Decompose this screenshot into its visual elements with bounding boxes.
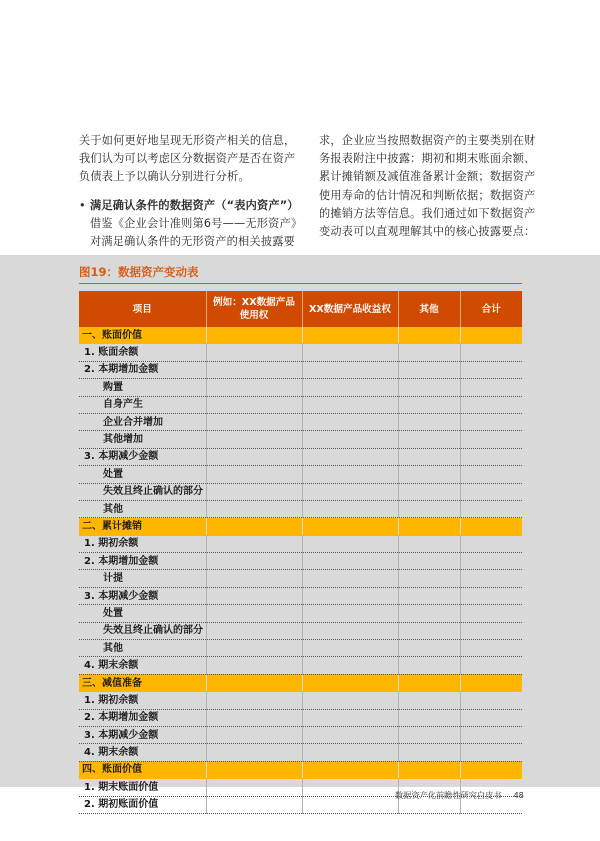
row-label: 计提	[79, 570, 206, 587]
table-cell	[398, 640, 460, 657]
table-cell	[206, 535, 302, 552]
table-cell	[460, 431, 522, 448]
row-label: 1. 期初余额	[79, 535, 206, 552]
table-section-row	[79, 327, 522, 344]
table-cell	[398, 622, 460, 639]
table-cell	[302, 396, 398, 413]
table-row	[79, 483, 522, 500]
table-cell	[398, 518, 460, 535]
row-label: 一、账面价值	[79, 327, 206, 344]
table-cell	[398, 761, 460, 778]
right-text-column	[319, 132, 545, 241]
table-cell	[302, 379, 398, 396]
table-cell	[206, 779, 302, 796]
table-cell	[206, 448, 302, 465]
table-cell	[460, 361, 522, 378]
row-label: 1. 账面余额	[79, 344, 206, 361]
table-cell	[206, 726, 302, 743]
table-cell	[398, 553, 460, 570]
table-cell	[206, 640, 302, 657]
table-cell	[460, 761, 522, 778]
table-cell	[398, 466, 460, 483]
row-label: 4. 期末余额	[79, 744, 206, 761]
row-label: 3. 本期减少金额	[79, 587, 206, 604]
footer-title: 数据资产化前瞻性研究白皮书	[395, 790, 502, 800]
table-cell	[302, 413, 398, 430]
table-cell	[398, 431, 460, 448]
table-cell	[206, 431, 302, 448]
table-row	[79, 448, 522, 465]
table-cell	[302, 327, 398, 344]
table-cell	[398, 448, 460, 465]
header-total: 合计	[460, 291, 522, 327]
row-label: 1. 期末账面价值	[79, 779, 206, 796]
table-cell	[302, 587, 398, 604]
table-cell	[206, 570, 302, 587]
table-section-row	[79, 518, 522, 535]
table-cell	[460, 327, 522, 344]
table-cell	[460, 466, 522, 483]
table-cell	[460, 413, 522, 430]
table-cell	[206, 709, 302, 726]
row-label: 2. 本期增加金额	[79, 709, 206, 726]
table-cell	[206, 674, 302, 691]
table-cell	[460, 692, 522, 709]
table-cell	[398, 657, 460, 674]
row-label: 其他增加	[79, 431, 206, 448]
table-row	[79, 361, 522, 378]
table-cell	[460, 709, 522, 726]
row-label: 二、累计摊销	[79, 518, 206, 535]
table-cell	[302, 796, 398, 813]
table-cell	[206, 605, 302, 622]
table-cell	[206, 622, 302, 639]
table-cell	[460, 587, 522, 604]
table-row	[79, 396, 522, 413]
row-label: 2. 期初账面价值	[79, 796, 206, 813]
table-cell	[460, 535, 522, 552]
table-row	[79, 466, 522, 483]
table-cell	[302, 483, 398, 500]
table-cell	[460, 483, 522, 500]
data-asset-change-table	[79, 291, 522, 814]
table-cell	[398, 674, 460, 691]
table-row	[79, 413, 522, 430]
table-cell	[398, 483, 460, 500]
table-cell	[302, 657, 398, 674]
table-cell	[302, 448, 398, 465]
table-cell	[206, 361, 302, 378]
table-cell	[302, 518, 398, 535]
table-row	[79, 622, 522, 639]
header-item: 项目	[79, 291, 206, 327]
table-cell	[302, 605, 398, 622]
table-cell	[398, 535, 460, 552]
table-cell	[398, 379, 460, 396]
table-cell	[206, 327, 302, 344]
table-cell	[302, 674, 398, 691]
figure-title-rule	[79, 283, 522, 284]
bullet-title: 满足确认条件的数据资产（“表内资产”）	[90, 198, 299, 212]
table-cell	[206, 466, 302, 483]
table-cell	[460, 640, 522, 657]
header-other: 其他	[398, 291, 460, 327]
table-cell	[398, 692, 460, 709]
table-row	[79, 570, 522, 587]
table-cell	[302, 692, 398, 709]
table-row	[79, 657, 522, 674]
row-label: 2. 本期增加金额	[79, 361, 206, 378]
table-cell	[398, 500, 460, 517]
row-label: 处置	[79, 466, 206, 483]
table-row	[79, 692, 522, 709]
table-cell	[460, 744, 522, 761]
row-label: 其他	[79, 640, 206, 657]
table-cell	[206, 396, 302, 413]
left-text-column	[79, 132, 301, 251]
table-cell	[206, 692, 302, 709]
table-cell	[206, 587, 302, 604]
table-cell	[302, 622, 398, 639]
table-cell	[460, 622, 522, 639]
row-label: 其他	[79, 500, 206, 517]
bullet-text: 借鉴《企业会计准则第6号——无形资产》对满足确认条件的无形资产的相关披露要	[90, 216, 297, 249]
table-cell	[460, 518, 522, 535]
table-cell	[460, 657, 522, 674]
table-cell	[398, 709, 460, 726]
table-cell	[302, 466, 398, 483]
table-cell	[302, 431, 398, 448]
table-cell	[398, 605, 460, 622]
header-usage-right: 例如：XX数据产品使用权	[206, 291, 302, 327]
table-cell	[206, 379, 302, 396]
table-cell	[398, 361, 460, 378]
table-cell	[206, 744, 302, 761]
table-cell	[460, 605, 522, 622]
table-cell	[460, 344, 522, 361]
table-cell	[398, 570, 460, 587]
page-number: 48	[513, 790, 524, 800]
row-label: 处置	[79, 605, 206, 622]
table-cell	[398, 327, 460, 344]
row-label: 3. 本期减少金额	[79, 448, 206, 465]
table-row	[79, 709, 522, 726]
bullet-item-on-balance-sheet	[79, 197, 301, 252]
disclosure-paragraph: 求，企业应当按照数据资产的主要类别在财务报表附注中披露：期初和期末账面余额、累计摊销额及减值准备累计金额；数据资产使用寿命的估计情况和判断依据；数据资产的摊销方法等信息。我们通过如下数据资产变动表可以直观理解其中的核心披露要点：	[319, 134, 536, 239]
table-cell	[460, 674, 522, 691]
table-section-row	[79, 761, 522, 778]
row-label: 4. 期末余额	[79, 657, 206, 674]
table-row	[79, 431, 522, 448]
row-label: 失效且终止确认的部分	[79, 622, 206, 639]
row-label: 3. 本期减少金额	[79, 726, 206, 743]
table-cell	[302, 500, 398, 517]
table-cell	[206, 483, 302, 500]
table-row	[79, 379, 522, 396]
table-cell	[206, 413, 302, 430]
row-label: 三、减值准备	[79, 674, 206, 691]
table-row	[79, 744, 522, 761]
intro-paragraph: 关于如何更好地呈现无形资产相关的信息，我们认为可以考虑区分数据资产是否在资产负债表上予以确认分别进行分析。	[79, 134, 296, 184]
header-income-right: XX数据产品收益权	[302, 291, 398, 327]
table-cell	[206, 657, 302, 674]
table-row	[79, 605, 522, 622]
table-row	[79, 500, 522, 517]
table-cell	[460, 570, 522, 587]
table-section-row	[79, 674, 522, 691]
row-label: 四、账面价值	[79, 761, 206, 778]
table-cell	[206, 796, 302, 813]
table-cell	[206, 344, 302, 361]
table-row	[79, 726, 522, 743]
table-row	[79, 344, 522, 361]
bullet-dot-icon: •	[79, 198, 86, 212]
table-cell	[206, 518, 302, 535]
table-cell	[302, 761, 398, 778]
table-cell	[302, 709, 398, 726]
table-cell	[302, 640, 398, 657]
table-row	[79, 553, 522, 570]
row-label: 自身产生	[79, 396, 206, 413]
row-label: 失效且终止确认的部分	[79, 483, 206, 500]
table-cell	[302, 744, 398, 761]
table-cell	[398, 344, 460, 361]
table-cell	[302, 553, 398, 570]
table-cell	[460, 448, 522, 465]
table-cell	[302, 570, 398, 587]
table-cell	[398, 413, 460, 430]
row-label: 2. 本期增加金额	[79, 553, 206, 570]
table-row	[79, 587, 522, 604]
row-label: 购置	[79, 379, 206, 396]
table-cell	[206, 761, 302, 778]
page-footer	[395, 790, 524, 801]
table-cell	[398, 587, 460, 604]
table-cell	[398, 744, 460, 761]
row-label: 1. 期初余额	[79, 692, 206, 709]
table-cell	[206, 553, 302, 570]
table-cell	[302, 779, 398, 796]
table-row	[79, 640, 522, 657]
table-cell	[302, 535, 398, 552]
table-cell	[398, 726, 460, 743]
table-cell	[460, 553, 522, 570]
table-cell	[460, 726, 522, 743]
table-cell	[460, 396, 522, 413]
table-header-row	[79, 291, 522, 327]
table-cell	[302, 361, 398, 378]
figure-title: 图19：数据资产变动表	[79, 265, 199, 279]
table-cell	[460, 500, 522, 517]
table-cell	[398, 396, 460, 413]
table-row	[79, 535, 522, 552]
table-cell	[206, 500, 302, 517]
table-cell	[302, 726, 398, 743]
table-cell	[302, 344, 398, 361]
row-label: 企业合并增加	[79, 413, 206, 430]
table-cell	[460, 379, 522, 396]
